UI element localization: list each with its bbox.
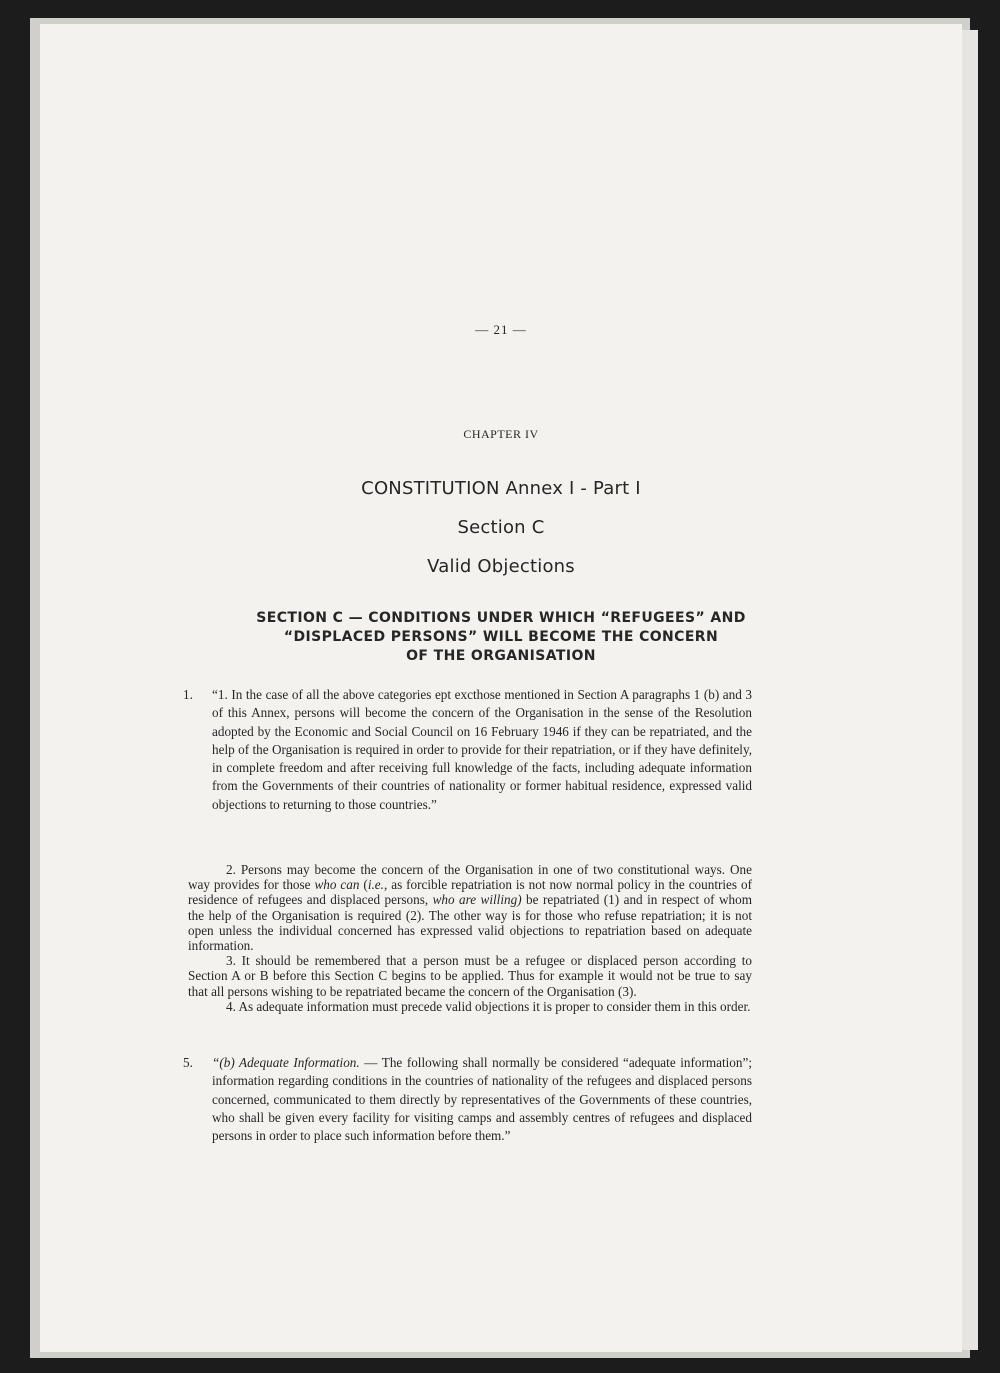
paragraph-1	[183, 686, 752, 814]
paragraph-5-number: 5.	[183, 1055, 193, 1070]
next-page-edge	[962, 30, 978, 1350]
section-heading-line-2: “DISPLACED PERSONS” WILL BECOME THE CONCERN	[283, 629, 719, 645]
constitution-title: CONSTITUTION Annex I - Part I	[361, 478, 641, 499]
paragraph-1-text: “1. In the case of all the above categories ept excthose mentioned in Section A paragraphs 1 (b) and 3 of this Annex, persons will become the concern of the Organisation in the sense of the Resolution adopted by the Economic and Social Council on 16 February 1946 if they can be repatriated, and the help of the Organisation is required in order to provide for their repatriation, or if they have definitely, in complete freedom and after receiving full knowledge of the facts, including adequate information from the Governments of their countries of nationality or former habitual residence, expressed valid objections to returning to those countries.”	[212, 687, 752, 812]
section-heading-line-1: SECTION C — CONDITIONS UNDER WHICH “REFUGEES” AND	[256, 610, 746, 626]
paragraph-5-text: “(b) Adequate Information. — The following shall normally be considered “adequate information”; information regarding conditions in the countries of nationality of the refugees and displaced persons concerned, communicated to them directly by representatives of the Governments of these countries, who shall be given every facility for visiting camps and assembly centres of refugees and displaced persons in order to place such information before them.”	[212, 1055, 753, 1144]
page-number: — 21 —	[475, 322, 527, 337]
paragraph-1-number: 1.	[183, 687, 193, 702]
section-title: Section C	[457, 517, 545, 538]
paragraph-3: 3. It should be remembered that a person must be a refugee or displaced person according to Section A or B before this Section C begins to be applied. Thus for example it would not be true to say that all persons wishing to be repatriated became the concern of the Organisation (3).	[188, 953, 752, 999]
document-page	[40, 24, 962, 1352]
valid-objections-title: Valid Objections	[427, 556, 575, 577]
chapter-heading: CHAPTER IV	[463, 427, 539, 441]
section-c-heading	[150, 609, 852, 666]
paragraph-4: 4. As adequate information must precede valid objections it is proper to consider them in this order.	[226, 998, 751, 1014]
section-heading-line-3: OF THE ORGANISATION	[406, 648, 596, 664]
paragraph-2: 2. Persons may become the concern of the Organisation in one of two constitutional ways. One way provides for those who can (i.e., as forcible repatriation is not now normal policy in the countries of residence of refugees and displaced persons, who are willing) be repatriated (1) and in respect of whom the help of the Organisation is required (2). The other way is for those who refuse repatriation; it is not open unless the individual concerned has expressed valid objections to repatriation based on adequate information.	[188, 862, 752, 954]
paragraph-5	[183, 1054, 753, 1145]
paragraphs-2-4	[188, 862, 752, 1014]
